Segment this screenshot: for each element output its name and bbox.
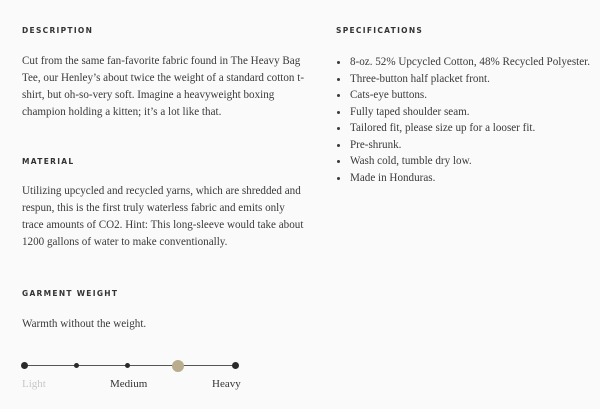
scale-track [24, 365, 236, 366]
material-line: Utilizing upcycled and recycled yarns, which are shredded and [22, 185, 301, 197]
garment-weight-subtitle: Warmth without the weight. [22, 318, 147, 330]
description-line: Cut from the same fan-favorite fabric found in The Heavy Bag [22, 55, 301, 67]
spec-item [336, 170, 590, 187]
spec-text: Made in Honduras. [350, 171, 436, 184]
bullet-icon [337, 111, 340, 114]
spec-text: Three-button half placket front. [350, 72, 490, 85]
scale-step-3 [125, 363, 130, 368]
bullet-icon [337, 160, 340, 163]
bullet-icon [337, 144, 340, 147]
spec-text: Wash cold, tumble dry low. [350, 155, 472, 167]
description-line: Tee, our Henley’s about twice the weight of a standard cotton t- [22, 72, 305, 84]
material-text [22, 183, 312, 251]
specifications-heading: SPECIFICATIONS [336, 26, 424, 35]
spec-item [336, 87, 590, 104]
spec-text: Cats-eye buttons. [350, 89, 428, 101]
spec-item [336, 104, 590, 121]
description-line: champion holding a kitten; it’s a lot like that. [22, 106, 222, 118]
spec-text: 8-oz. 52% Upcycled Cotton, 48% Recycled Polyester. [350, 56, 590, 68]
bullet-icon [337, 78, 340, 81]
scale-step-5 [232, 362, 239, 369]
specifications-list [336, 54, 590, 186]
scale-label-light: Light [22, 378, 46, 390]
garment-weight-scale [22, 355, 262, 395]
bullet-icon [337, 177, 340, 180]
scale-step-4-selected [172, 360, 184, 372]
spec-item [336, 71, 590, 88]
garment-weight-heading: GARMENT WEIGHT [22, 289, 119, 298]
spec-item [336, 120, 590, 137]
description-heading: DESCRIPTION [22, 26, 94, 35]
spec-text: Pre-shrunk. [350, 138, 402, 151]
material-line: respun, this is the first truly waterless fabric and emits only [22, 202, 285, 214]
material-line: trace amounts of CO2. Hint: This long-sleeve would take about [22, 219, 304, 231]
scale-label-medium: Medium [110, 378, 148, 390]
scale-label-heavy: Heavy [212, 378, 241, 390]
spec-text: Fully taped shoulder seam. [350, 105, 470, 118]
spec-item [336, 153, 590, 170]
spec-item [336, 54, 590, 71]
spec-item [336, 137, 590, 154]
material-line: 1200 gallons of water to make conventionally. [22, 236, 228, 248]
description-text [22, 53, 312, 121]
scale-step-1 [21, 362, 28, 369]
bullet-icon [337, 61, 340, 64]
spec-text: Tailored fit, please size up for a looser fit. [350, 122, 536, 134]
scale-step-2 [74, 363, 79, 368]
description-line: shirt, but oh-so-very soft. Imagine a heavyweight boxing [22, 89, 275, 101]
material-heading: MATERIAL [22, 157, 75, 166]
bullet-icon [337, 127, 340, 130]
bullet-icon [337, 94, 340, 97]
